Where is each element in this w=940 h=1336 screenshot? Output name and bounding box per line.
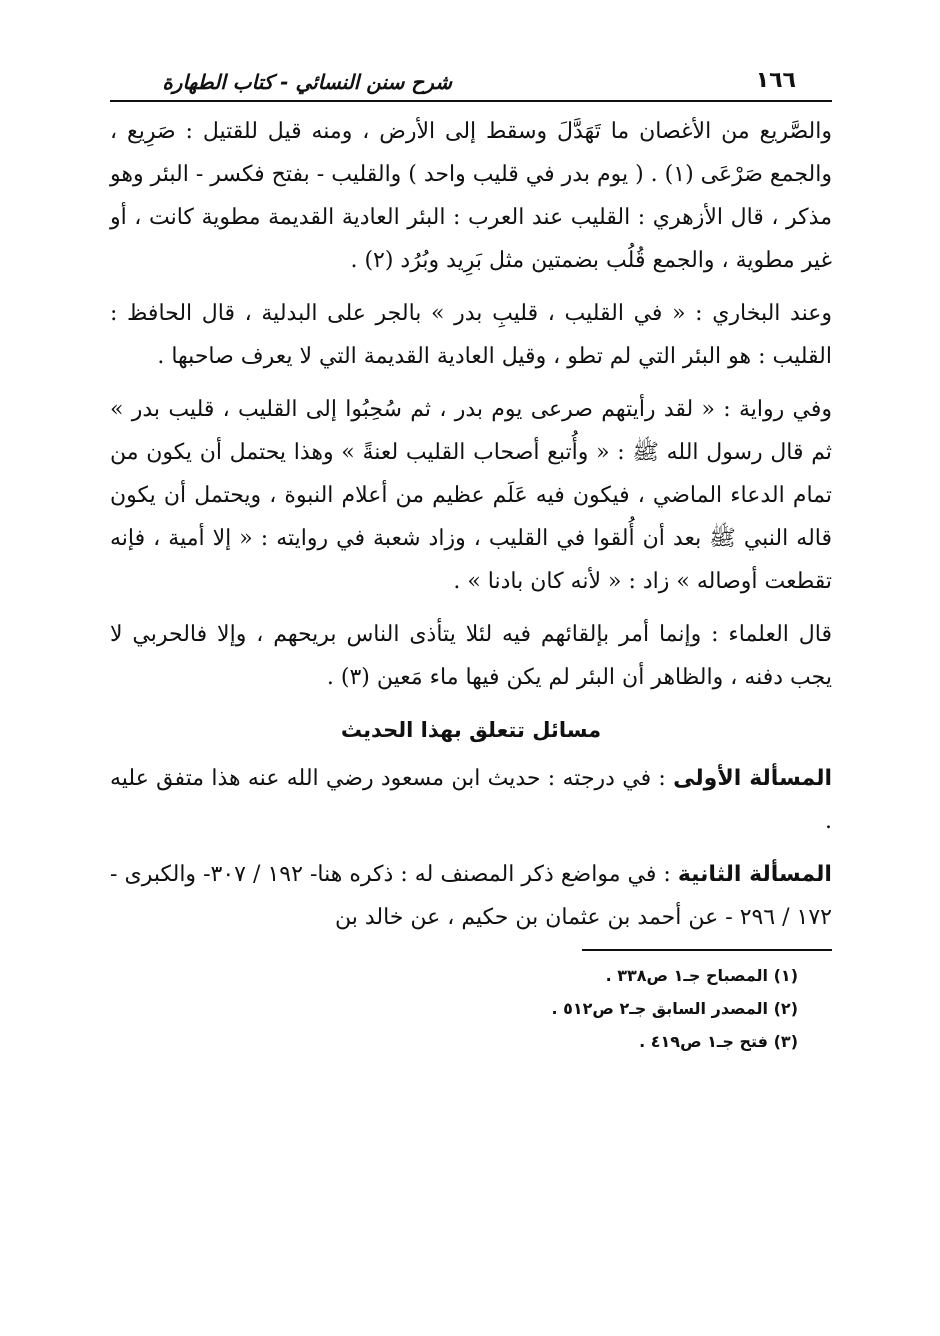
footnotes	[110, 959, 798, 1058]
issue-label: المسألة الثانية	[677, 862, 832, 887]
issue-paragraph	[110, 853, 832, 939]
footnote: (٢) المصدر السابق جـ٢ ص٥١٢ .	[551, 999, 798, 1018]
issue-paragraph	[110, 757, 832, 843]
footnote: (٣) فتح جـ١ ص٤١٩ .	[639, 1032, 798, 1051]
paragraph: قال العلماء : وإنما أمر بإلقائهم فيه لئلا يتأذى الناس بريحهم ، وإلا فالحربي لا يجب دفنه ، والظاهر أن البئر لم يكن فيها ماء مَعين (٣) .	[110, 622, 832, 690]
footnote-rule	[582, 949, 832, 951]
section-heading: مسائل تتعلق بهذا الحديث	[340, 718, 602, 742]
running-title: شرح سنن النسائي - كتاب الطهارة	[162, 70, 452, 94]
paragraph: وعند البخاري : « في القليب ، قليبِ بدر » بالجر على البدلية ، قال الحافظ : القليب : هو البئر التي لم تطو ، وقيل العادية القديمة التي لا يعرف صاحبها .	[110, 301, 832, 369]
page-header	[110, 62, 832, 110]
body-text	[110, 110, 832, 939]
page-number: ١٦٦	[755, 68, 796, 93]
book-page	[110, 62, 832, 1058]
footnote: (١) المصباح جـ١ ص٣٣٨ .	[605, 966, 798, 985]
issue-text: : في درجته : حديث ابن مسعود رضي الله عنه هذا متفق عليه .	[110, 766, 832, 834]
header-rule	[110, 100, 832, 102]
issue-label: المسألة الأولى	[673, 766, 833, 791]
paragraph: والصَّريع من الأغصان ما تَهَدَّلَ وسقط إلى الأرض ، ومنه قيل للقتيل : صَرِيع ، والجمع صَرْعَى (١) . ( يوم بدر في قليب واحد ) والقليب - بفتح فكسر - البئر وهو مذكر ، قال الأزهري : القليب عند العرب : البئر العادية القديمة مطوية كانت ، أو غير مطوية ، والجمع قُلُب بضمتين مثل بَرِيد وبُرُد (٢) .	[110, 119, 832, 273]
paragraph: وفي رواية : « لقد رأيتهم صرعى يوم بدر ، ثم سُحِبُوا إلى القليب ، قليب بدر » ثم قال رسول الله ﷺ : « وأُتبع أصحاب القليب لعنةً » وهذا يحتمل أن يكون من تمام الدعاء الماضي ، فيكون فيه عَلَم عظيم من أعلام النبوة ، ويحتمل أن يكون قاله النبي ﷺ بعد أن أُلقوا في القليب ، وزاد شعبة في روايته : « إلا أمية ، فإنه تقطعت أوصاله » زاد : « لأنه كان بادنا » .	[110, 397, 832, 594]
issue-text: : في مواضع ذكر المصنف له : ذكره هنا- ١٩٢ / ٣٠٧- والكبرى - ١٧٢ / ٢٩٦ - عن أحمد بن عثمان بن حكيم ، عن خالد بن	[110, 862, 832, 930]
